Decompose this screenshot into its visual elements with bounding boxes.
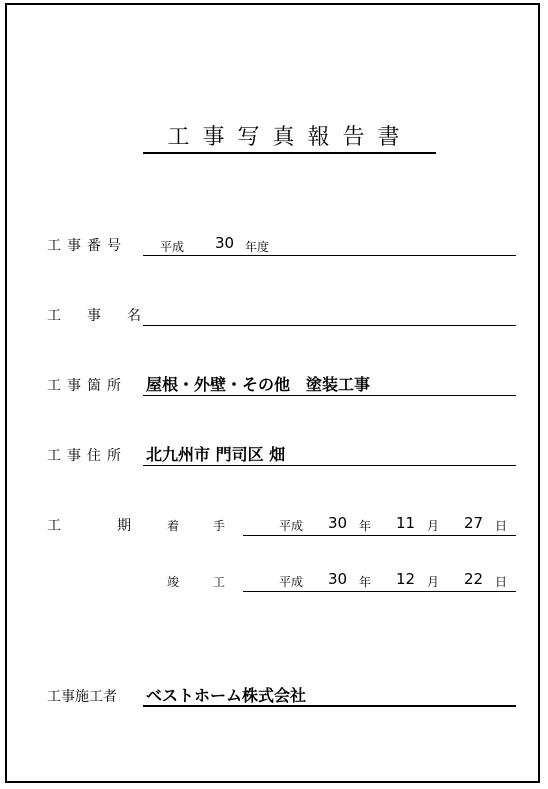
construction-number-label: 工事番号 — [47, 238, 127, 254]
period-end-day: 22 — [464, 570, 484, 588]
period-start-month: 11 — [396, 514, 416, 532]
period-end-line — [243, 591, 516, 592]
contractor-label: 工事施工者 — [47, 689, 117, 705]
period-start-label: 着手 — [167, 519, 260, 533]
period-end-month: 12 — [396, 570, 416, 588]
construction-address-label: 工事住所 — [47, 448, 127, 464]
construction-name-line — [143, 325, 516, 326]
period-start-month-unit: 月 — [427, 519, 440, 533]
title-underline — [143, 152, 436, 154]
contractor-line — [143, 705, 516, 707]
period-start-year: 30 — [328, 514, 348, 532]
period-start-era: 平成 — [279, 519, 304, 533]
construction-place-label: 工事箇所 — [47, 378, 127, 394]
period-start-year-unit: 年 — [359, 519, 372, 533]
construction-number-suffix: 年度 — [245, 240, 270, 254]
period-start-line — [243, 535, 516, 536]
document-title: 工事写真報告書 — [167, 125, 413, 150]
construction-place-line — [143, 395, 516, 396]
period-end-label: 竣工 — [167, 575, 260, 589]
construction-period-label: 工期 — [47, 518, 187, 534]
period-start-day: 27 — [464, 514, 484, 532]
period-end-month-unit: 月 — [427, 575, 440, 589]
period-end-day-unit: 日 — [495, 575, 508, 589]
construction-place-value: 屋根・外壁・その他 塗装工事 — [146, 375, 371, 394]
period-end-year-unit: 年 — [359, 575, 372, 589]
construction-number-year: 30 — [215, 234, 235, 252]
construction-address-line — [143, 465, 516, 466]
construction-address-value: 北九州市 門司区 畑 — [146, 445, 286, 464]
construction-name-label: 工事名 — [47, 308, 167, 324]
period-start-day-unit: 日 — [495, 519, 508, 533]
construction-number-line — [143, 255, 516, 256]
construction-number-era: 平成 — [160, 240, 185, 254]
period-end-era: 平成 — [279, 575, 304, 589]
contractor-value: ベストホーム株式会社 — [146, 686, 307, 705]
period-end-year: 30 — [328, 570, 348, 588]
